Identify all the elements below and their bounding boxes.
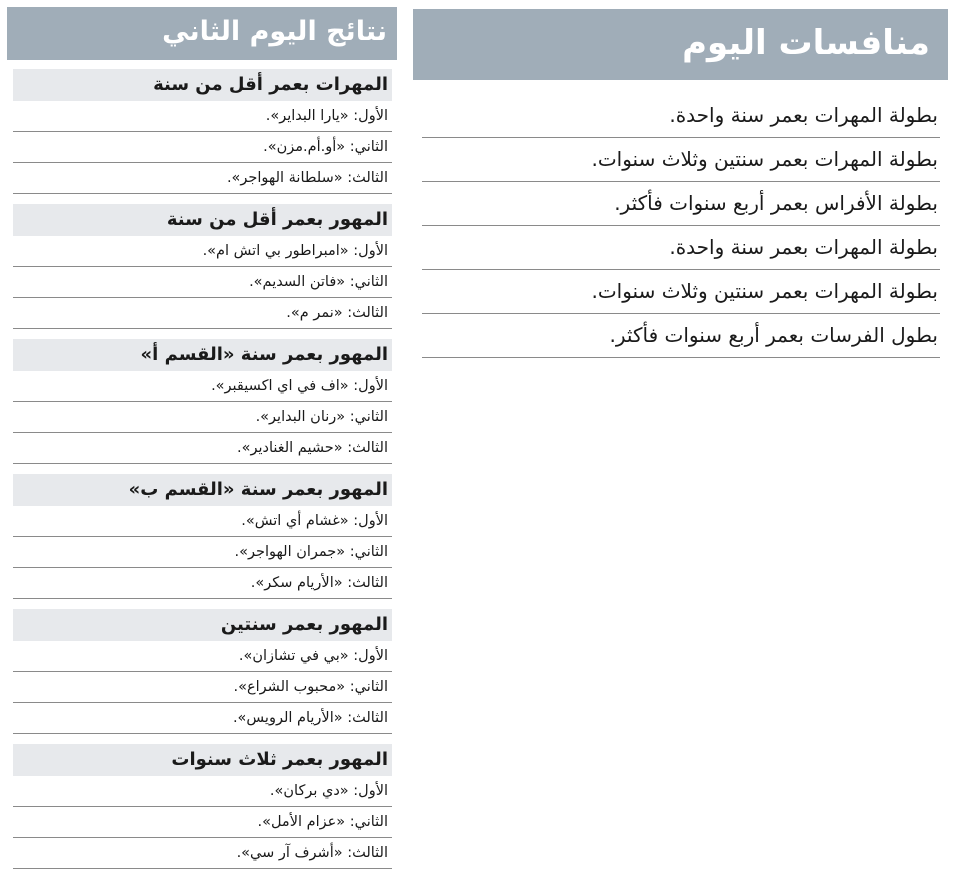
result-group [7,744,397,869]
result-row: الثاني: «رنان البداير». [13,402,392,433]
result-group [7,609,397,734]
result-row: الأول: «امبراطور بي اتش ام». [13,236,392,267]
result-row: الأول: «اف في اي اكسيقبر». [13,371,392,402]
competitions-list [422,94,940,358]
competitions-title: منافسات اليوم [413,9,948,80]
result-row: الأول: «غشام أي اتش». [13,506,392,537]
result-row: الثالث: «حشيم الغنادير». [13,433,392,464]
group-heading: المهور بعمر سنتين [13,609,392,641]
result-row: الثالث: «أشرف آر سي». [13,838,392,869]
competition-item: بطولة المهرات بعمر سنتين وثلاث سنوات. [422,270,940,314]
result-group [7,204,397,329]
group-heading: المهور بعمر سنة «القسم أ» [13,339,392,371]
result-row: الثالث: «نمر م». [13,298,392,329]
group-heading: المهور بعمر سنة «القسم ب» [13,474,392,506]
result-row: الأول: «يارا البداير». [13,101,392,132]
result-row: الثاني: «جمران الهواجر». [13,537,392,568]
result-row: الثالث: «الأريام سكر». [13,568,392,599]
result-row: الثاني: «أو.أم.مزن». [13,132,392,163]
group-heading: المهرات بعمر أقل من سنة [13,69,392,101]
result-row: الثاني: «فاتن السديم». [13,267,392,298]
result-group [7,69,397,194]
results-panel [7,7,397,869]
results-title: نتائج اليوم الثاني [7,7,397,60]
competition-item: بطولة المهرات بعمر سنة واحدة. [422,94,940,138]
competition-item: بطولة المهرات بعمر سنة واحدة. [422,226,940,270]
result-row: الثالث: «الأريام الرويس». [13,703,392,734]
competition-item: بطول الفرسات بعمر أربع سنوات فأكثر. [422,314,940,358]
group-heading: المهور بعمر ثلاث سنوات [13,744,392,776]
result-row: الثاني: «عزام الأمل». [13,807,392,838]
result-row: الثاني: «محبوب الشراع». [13,672,392,703]
group-heading: المهور بعمر أقل من سنة [13,204,392,236]
result-row: الأول: «بي في تشازان». [13,641,392,672]
result-row: الأول: «دي بركان». [13,776,392,807]
result-row: الثالث: «سلطانة الهواجر». [13,163,392,194]
result-group [7,474,397,599]
result-group [7,339,397,464]
competition-item: بطولة المهرات بعمر سنتين وثلاث سنوات. [422,138,940,182]
competitions-panel [413,9,948,358]
competition-item: بطولة الأفراس بعمر أربع سنوات فأكثر. [422,182,940,226]
